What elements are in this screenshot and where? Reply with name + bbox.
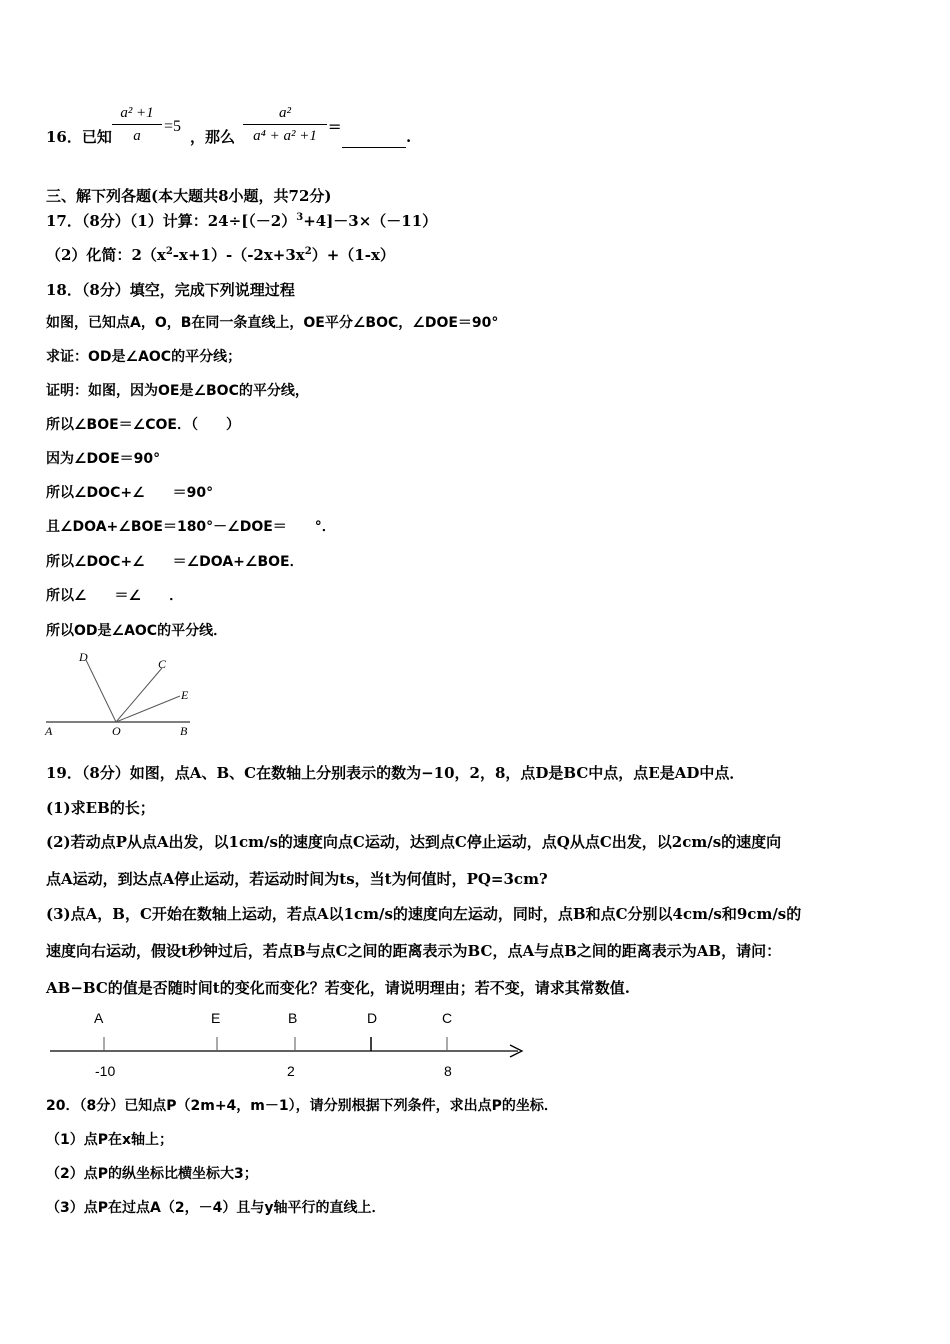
q17-line2-exponent-1: 2 [165, 246, 173, 257]
nl-label-E: E [211, 1010, 221, 1026]
section-3-heading: 三、解下列各题(本大题共8小题，共72分) [46, 187, 332, 205]
q17-line2-exponent-2: 2 [304, 246, 312, 257]
q19-part3-line2: 速度向右运动，假设t秒钟过后，若点B与点C之间的距离表示为BC，点A与点B之间的距离表示为AB，请问： [46, 942, 782, 960]
q17-line2-middle: -x+1）-（-2x+3x [172, 246, 305, 264]
q16-answer-blank [342, 127, 406, 148]
ray-OC [116, 668, 162, 722]
q19-part3-line1: (3)点A，B，C开始在数轴上运动，若点A以1cm/s的速度向左运动，同时，点B和点C分别以4cm/s和9cm/s的 [46, 905, 802, 923]
q16-equals: = [328, 117, 342, 136]
q16-frac2-denominator: a⁴ + a² +1 [253, 128, 317, 144]
q18-proof-7: 所以∠ ＝∠ ． [46, 588, 184, 604]
label-B: B [180, 724, 188, 738]
q16-then: ，那么 [190, 128, 236, 146]
q18-title: 18．（8分）填空，完成下列说理过程 [46, 281, 295, 299]
nl-label-B: B [288, 1010, 298, 1026]
q19-title: 19．（8分）如图，点A、B、C在数轴上分别表示的数为−10，2，8，点D是BC中点，点E是AD中点． [46, 764, 745, 782]
q17-line2-suffix: ）+（1-x） [311, 246, 395, 264]
q19-number-line [48, 1030, 528, 1064]
q18-proof-3: 因为∠DOE＝90° [46, 451, 161, 467]
label-D: D [79, 650, 88, 664]
q18-proof-6: 所以∠DOC+∠ ＝∠DOA+∠BOE． [46, 554, 304, 570]
label-O: O [112, 724, 121, 738]
q16-fraction-2 [243, 104, 327, 145]
q20-part2: （2）点P的纵坐标比横坐标大3； [46, 1166, 258, 1182]
label-C: C [158, 657, 167, 671]
q18-proof-1: 证明：如图，因为OE是∠BOC的平分线， [46, 383, 309, 399]
q16-equals-5: =5 [164, 118, 182, 135]
q19-part3-line3: AB−BC的值是否随时间t的变化而变化？若变化，请说明理由；若不变，请求其常数值. [46, 979, 630, 997]
q17-part2 [46, 245, 395, 265]
q20-part1: （1）点P在x轴上； [46, 1132, 174, 1148]
q16-frac1-bar [112, 124, 162, 125]
q16-answer-blank-row [342, 127, 411, 148]
nl-tick-2: 2 [287, 1063, 295, 1079]
q19-part1: (1)求EB的长； [46, 799, 155, 817]
q18-proof-2: 所以∠BOE＝∠COE．（ ） [46, 417, 240, 433]
ray-OE [116, 696, 180, 722]
nl-label-A: A [94, 1010, 104, 1026]
q19-part2-line2: 点A运动，到达点A停止运动，若运动时间为ts，当t为何值时，PQ=3cm? [46, 870, 548, 888]
q17-line1-exponent: 3 [296, 212, 304, 223]
q16-number: 16．已知 [46, 128, 112, 146]
q16-frac1-denominator: a [133, 128, 141, 144]
q19-part2-line1: (2)若动点P从点A出发，以1cm/s的速度向点C运动，达到点C停止运动，点Q从点C出发，以2cm/s的速度向 [46, 833, 782, 851]
q20-part3: （3）点P在过点A（2，－4）且与y轴平行的直线上． [46, 1200, 386, 1216]
q18-prove: 求证：OD是∠AOC的平分线； [46, 349, 242, 365]
q16-frac1-numerator: a² +1 [120, 105, 154, 121]
nl-label-C: C [442, 1010, 453, 1026]
nl-tick-8: 8 [444, 1063, 452, 1079]
q20-title: 20．（8分）已知点P（2m+4，m－1），请分别根据下列条件，求出点P的坐标． [46, 1098, 558, 1114]
nl-label-D: D [367, 1010, 378, 1026]
ray-OD [86, 660, 116, 722]
q16-frac2-numerator: a² [279, 105, 291, 121]
q17-line1-suffix: +4]－3×（－11） [303, 212, 438, 230]
q17-part1 [46, 211, 437, 231]
nl-tick-minus10: -10 [95, 1063, 116, 1079]
q18-given: 如图，已知点A，O，B在同一条直线上，OE平分∠BOC，∠DOE＝90° [46, 315, 499, 331]
q16-frac2-bar [243, 124, 327, 125]
q17-line2-prefix: （2）化简：2（x [46, 246, 166, 264]
label-A: A [45, 724, 53, 738]
q18-proof-8: 所以OD是∠AOC的平分线． [46, 623, 228, 639]
label-E: E [181, 688, 189, 702]
q16-end: . [406, 128, 412, 146]
q17-line1-prefix: 17．（8分）（1）计算：24÷[（－2） [46, 212, 297, 230]
q18-proof-5: 且∠DOA+∠BOE＝180°－∠DOE＝ °． [46, 519, 336, 535]
q16-row [46, 127, 112, 147]
q18-proof-4: 所以∠DOC+∠ ＝90° [46, 485, 214, 501]
q16-fraction-1 [112, 104, 162, 145]
